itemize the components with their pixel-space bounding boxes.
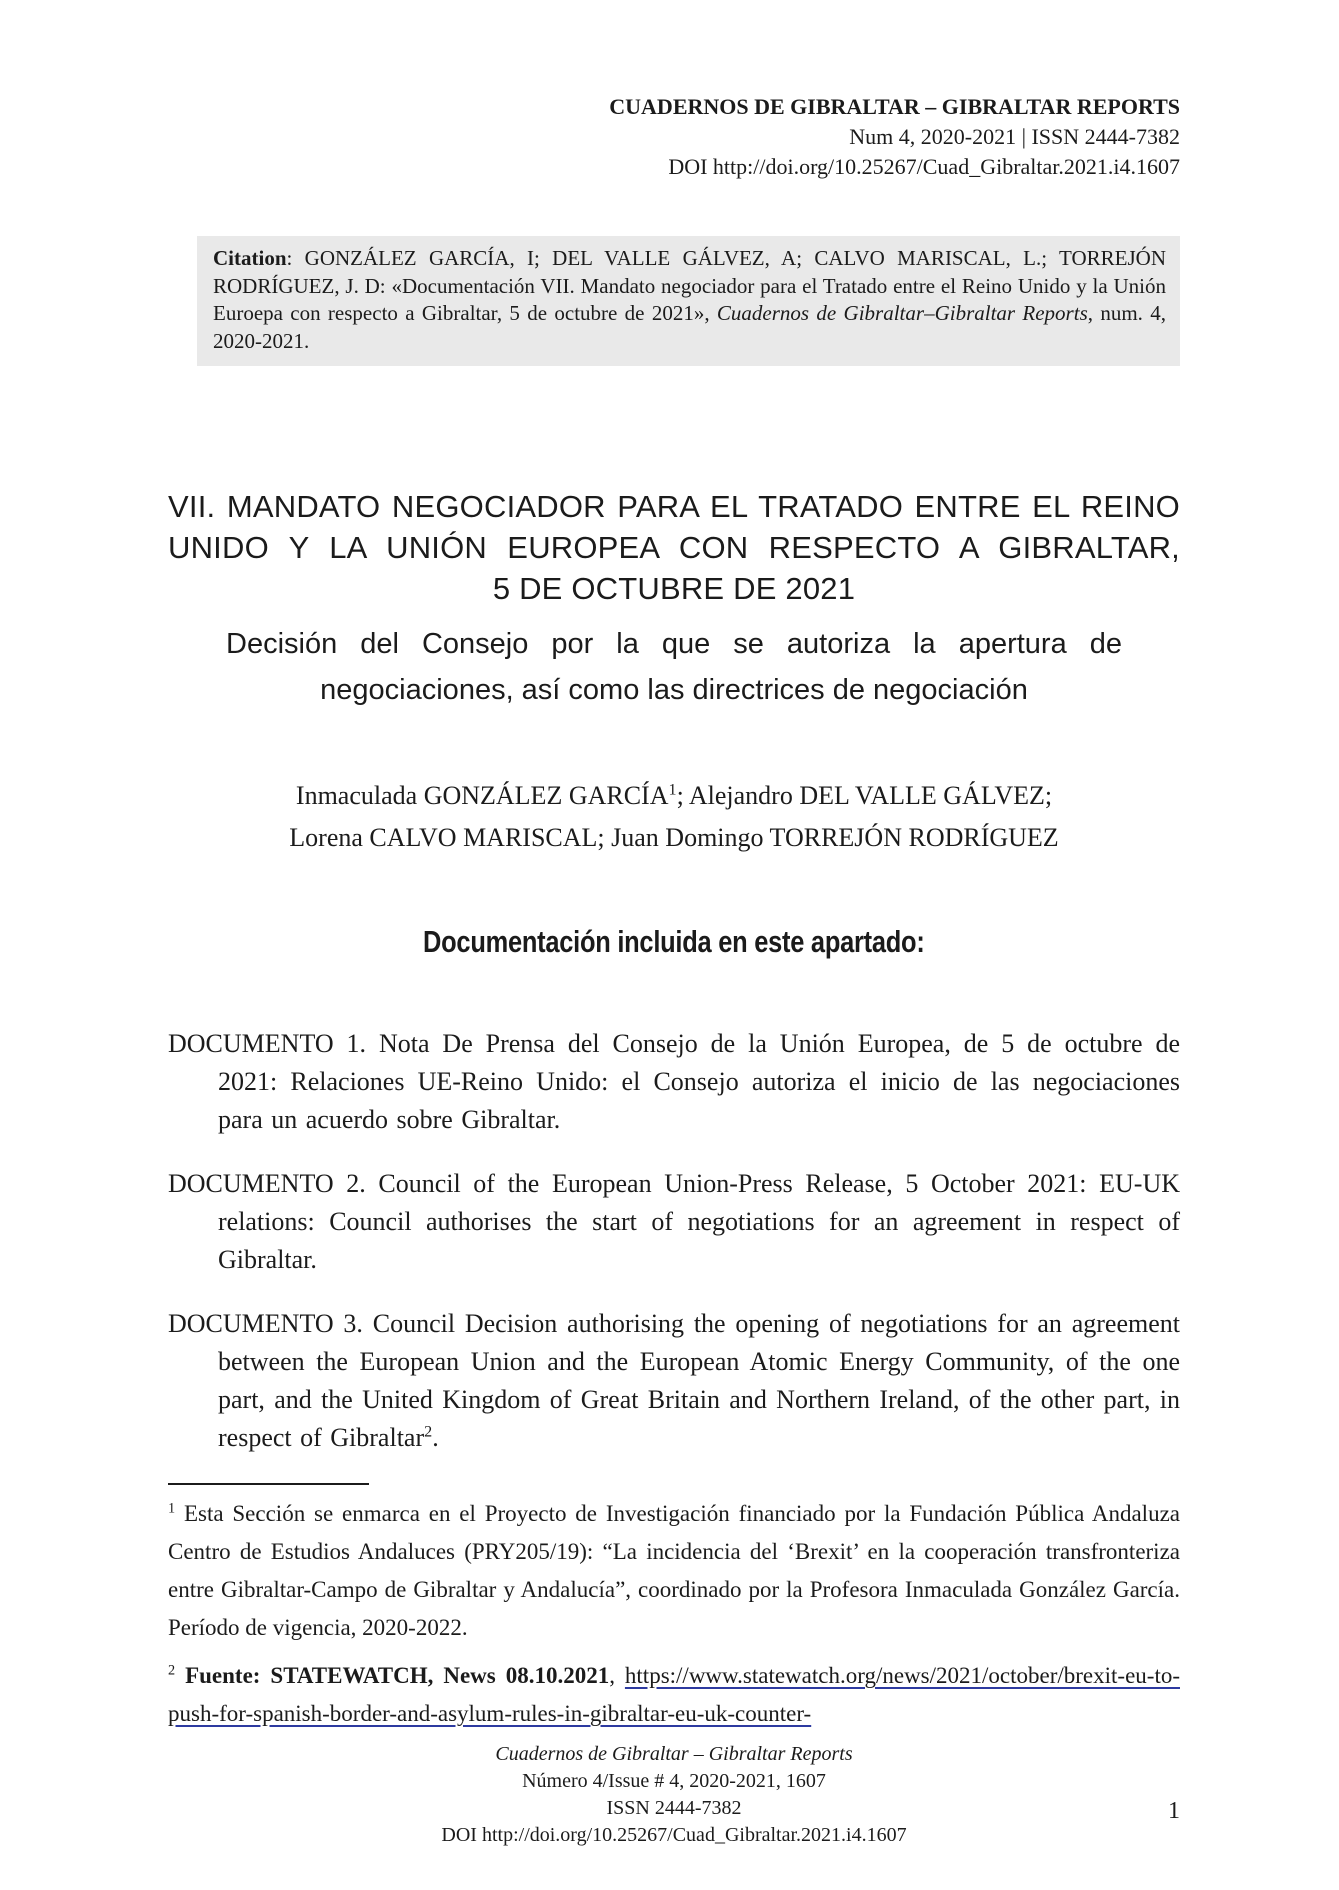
document-list: [168, 1025, 1180, 1457]
journal-doi: DOI http://doi.org/10.25267/Cuad_Gibraltar.2021.i4.1607: [668, 154, 1180, 179]
page-footer: [168, 1741, 1180, 1849]
article-subtitle: [168, 621, 1180, 713]
document-item-3: DOCUMENTO 3. Council Decision authorising the opening of negotiations for an agreement between the European Union and the European Atomic Energy Community, of the one part, and the United Kingdom of Great Britain and Northern Ireland, of the other part, in respect of Gibraltar$^2$.: [168, 1309, 1180, 1452]
footnotes-block: [168, 1495, 1180, 1733]
journal-header: [168, 0, 1180, 182]
footer-doi: DOI http://doi.org/10.25267/Cuad_Gibraltar.2021.i4.1607: [441, 1824, 907, 1846]
footnote-1-text: Esta Sección se enmarca en el Proyecto de Investigación financiado por la Fundación Pública Andaluza Centro de Estudios Andaluces (PRY205/19): “La incidencia del ‘Brexit’ en la cooperación transfronteriza entre Gibraltar-Campo de Gibraltar y Andalucía”, coordinado por la Profesora Inmaculada González García. Período de vigencia, 2020-2022.: [168, 1501, 1180, 1640]
document-item-2-text: DOCUMENTO 2. Council of the European Union-Press Release, 5 October 2021: EU-UK relations: Council authorises the start of negotiations for an agreement in respect of Gibraltar.: [168, 1169, 1180, 1274]
section-heading-text: Documentación incluida en este apartado:: [423, 924, 925, 959]
article-subtitle-line1: Decisión del Consejo por la que se autoriza la apertura de: [226, 628, 1122, 660]
citation-label: Citation: [213, 246, 287, 270]
footnote-1-marker: 1: [168, 1500, 176, 1517]
footnote-1: [168, 1495, 1180, 1647]
footnote-separator-rule: [168, 1483, 369, 1485]
section-heading: [168, 923, 1180, 961]
citation-box: [197, 236, 1180, 366]
article-subtitle-line2: negociaciones, así como las directrices de negociación: [320, 674, 1028, 706]
footnote-2-source: Fuente: STATEWATCH, News 08.10.2021: [185, 1663, 610, 1688]
footnote-2-marker: 2: [168, 1662, 176, 1679]
footer-issue: Número 4/Issue # 4, 2020-2021, 1607: [522, 1770, 826, 1792]
document-item-3-footnote-ref: 2: [424, 1423, 433, 1441]
article-title-line3: 5 DE OCTUBRE DE 2021: [492, 571, 856, 606]
article-title-line1: VII. MANDATO NEGOCIADOR PARA EL TRATADO ENTRE EL REINO: [168, 489, 1180, 524]
citation-text: : GONZÁLEZ GARCÍA, I; DEL VALLE GÁLVEZ, A; CALVO MARISCAL, L.; TORREJÓN RODRÍGUEZ, J. D: «Documentación VII. Mandato negociador para el Tratado entre el Reino Unido y la Unión Euroepa con respecto a Gibraltar, 5 de octubre de 2021»,: [213, 246, 1166, 325]
article-title-line2: UNIDO Y LA UNIÓN EUROPEA CON RESPECTO A GIBRALTAR,: [168, 530, 1180, 565]
footer-journal-title: Cuadernos de Gibraltar – Gibraltar Reports: [495, 1743, 853, 1765]
page-content: [168, 0, 1180, 1849]
authors-block: [168, 775, 1180, 859]
footnote-2: $^2$ Fuente: STATEWATCH, News 08.10.2021, https://www.statewatch.org/news/2021/october/brexit-eu-to-push-for-spanish-border-and-asylum-rules-in-gibraltar-eu-uk-counter-: [168, 1662, 1180, 1726]
statewatch-link[interactable]: https://www.statewatch.org/news/2021/october/brexit-eu-to-push-for-spanish-border-and-asylum-rules-in-gibraltar-eu-uk-counter-: [168, 1663, 1180, 1726]
document-item-1: [168, 1025, 1180, 1139]
document-item-1-text: DOCUMENTO 1. Nota De Prensa del Consejo de la Unión Europea, de 5 de octubre de 2021: Relaciones UE-Reino Unido: el Consejo autoriza el inicio de las negociaciones para un acuerdo sobre Gibraltar.: [168, 1029, 1180, 1134]
document-item-3-text: DOCUMENTO 3. Council Decision authorising the opening of negotiations for an agreement between the European Union and the European Atomic Energy Community, of the one part, and the United Kingdom of Great Britain and Northern Ireland, of the other part, in respect of Gibraltar: [168, 1309, 1180, 1452]
author-1: Inmaculada GONZÁLEZ GARCÍA: [295, 781, 669, 810]
journal-title: CUADERNOS DE GIBRALTAR – GIBRALTAR REPORTS: [609, 94, 1180, 119]
article-title: [168, 486, 1180, 609]
citation-text-tail: , num. 4, 2020-2021.: [213, 301, 1166, 353]
journal-issue-issn: Num 4, 2020-2021 | ISSN 2444-7382: [849, 124, 1180, 149]
page-number: 1: [1168, 1798, 1180, 1824]
document-item-2: [168, 1165, 1180, 1279]
footer-issn: ISSN 2444-7382: [606, 1797, 742, 1819]
citation-journal-name: Cuadernos de Gibraltar–Gibraltar Reports: [716, 301, 1088, 325]
author-footnote-ref: 1: [668, 781, 677, 799]
authors-line2: Lorena CALVO MARISCAL; Juan Domingo TORREJÓN RODRÍGUEZ: [289, 823, 1059, 852]
authors-line1: [168, 775, 1180, 817]
author-2: ; Alejandro DEL VALLE GÁLVEZ;: [676, 781, 1053, 810]
